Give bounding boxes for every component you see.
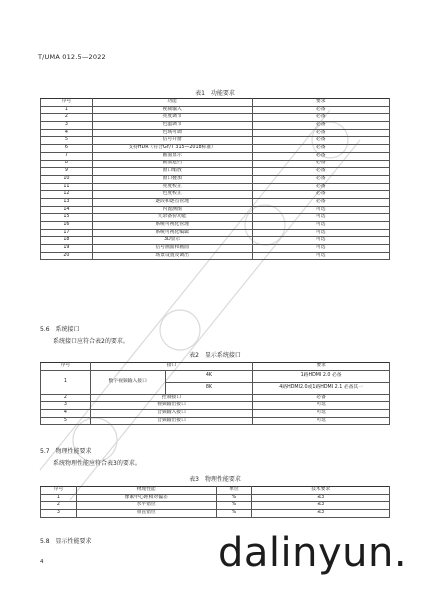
table-row [41,510,390,518]
table1-cell: 7 [41,152,93,160]
table1-cell: 必备 [252,152,390,160]
table2-row2-name: 控制接口 [90,394,252,402]
table1-header-no: 序号 [41,99,93,107]
table2-row5-req: 可选 [253,417,390,425]
table1-cell: 场景设置及调出 [92,252,252,260]
table3-header-property: 物理性能 [76,487,216,495]
table2-row1-req-8k: 4路HDMI2.0或1路HDMI 2.1 必备其一 [253,382,390,394]
table1-cell: 信号画面和画面 [92,245,252,253]
table-row [41,237,390,245]
table1-cell: 6 [41,145,93,153]
table1-cell: 14 [41,206,93,214]
table1-cell: 必备 [252,183,390,191]
table3-header-spec: 技术要求 [252,487,390,495]
table2-row4-name: 音频输入接口 [90,410,252,418]
table1-cell: 窗口叠加 [92,175,252,183]
table-row [41,145,390,153]
table1-cell: 可选 [252,206,390,214]
table-row [41,122,390,130]
table2-row1-res-4k: 4K [165,370,253,382]
table1-cell: 必备 [252,160,390,168]
table1-cell: 1 [41,106,93,114]
table3-cell: 3 [41,510,77,518]
table-row [41,175,390,183]
table1-cell: 必备 [252,198,390,206]
table-row [41,206,390,214]
system-interface-table [40,362,390,425]
table3-cell: ≤3 [252,510,390,518]
table1-cell: 亮度调节 [92,114,252,122]
table1-cell: 必备 [252,114,390,122]
section-5-7-body: 系统物理性能应符合表3的要求。 [53,460,141,467]
table-row [41,129,390,137]
table2-row1-name: 数字视频输入接口 [90,370,165,394]
table2-caption: 表2 显示系统接口 [189,352,241,359]
table1-cell: 画面遮挡 [92,160,252,168]
table1-cell: 支持HDR（符合GY/T 315—2018标准） [92,145,252,153]
table1-cell: 必备 [252,145,390,153]
table3-cell: ≤3 [252,502,390,510]
table2-row1-res-8k: 8K [165,382,253,394]
table3-cell: 2 [41,502,77,510]
table-row [41,402,390,410]
table1-cell: 系统可视化管理 [92,222,252,230]
document-code: T/UMA 012.5—2022 [38,53,106,61]
table-row [41,245,390,253]
table3-cell: % [216,494,252,502]
table1-cell: 19 [41,245,93,253]
table1-cell: 色温调节 [92,122,252,130]
table3-cell: 垂直错位 [76,510,216,518]
table1-cell: 可选 [252,245,390,253]
table1-cell: 11 [41,183,93,191]
table1-cell: 必备 [252,137,390,145]
table1-cell: 必备 [252,168,390,176]
table1-cell: 亮度校正 [92,183,252,191]
table1-cell: 系统可视化编辑 [92,229,252,237]
table3-header-row [41,487,390,495]
table1-header-function: 功能 [92,99,252,107]
table1-cell: 视频输入 [92,106,252,114]
table-row [41,417,390,425]
table2-row4-req: 可选 [253,410,390,418]
table-row [41,160,390,168]
table1-cell: 必备 [252,106,390,114]
table1-cell: 9 [41,168,93,176]
section-5-8-heading: 5.8 显示性能要求 [40,538,92,545]
table-row [41,191,390,199]
table-row [41,229,390,237]
table1-cell: 色度校正 [92,191,252,199]
table1-cell: 2 [41,114,93,122]
table1-cell: 可选 [252,214,390,222]
table3-cell: 1 [41,494,77,502]
table1-cell: 必备 [252,122,390,130]
table1-cell: 冗余备份功能 [92,214,252,222]
table1-cell: 可选 [252,237,390,245]
table1-cell: 12 [41,191,93,199]
table1-cell: 必备 [252,175,390,183]
table-row [41,168,390,176]
table1-cell: 内置测图 [92,206,252,214]
table1-cell: 17 [41,229,93,237]
table-row [41,502,390,510]
table-row [41,183,390,191]
section-5-6-heading: 5.6 系统接口 [40,326,80,333]
table1-cell: 窗口缩放 [92,168,252,176]
table-row [41,152,390,160]
table1-cell: 画面显示 [92,152,252,160]
table1-cell: 18 [41,237,93,245]
table-row [41,198,390,206]
table2-row2-no: 2 [41,394,91,402]
table3-cell: ≤3 [252,494,390,502]
table-row [41,222,390,230]
table1-cell: 4 [41,129,93,137]
table1-cell: 5 [41,137,93,145]
table3-cell: 水平错位 [76,502,216,510]
table-row [41,137,390,145]
table-row [41,214,390,222]
table-row [41,106,390,114]
table2-header-interface: 接口 [90,363,252,371]
table3-cell: % [216,510,252,518]
table-row [41,114,390,122]
table-row [41,370,390,382]
table-row [41,410,390,418]
table2-header-row [41,363,390,371]
table3-caption: 表3 物理性能要求 [189,476,241,483]
table1-cell: 13 [41,198,93,206]
table2-row2-req: 必备 [253,394,390,402]
table1-cell: 8 [41,160,93,168]
table1-cell: 必备 [252,129,390,137]
function-requirements-table [40,98,390,260]
physical-performance-table [40,486,390,518]
table1-cell: 15 [41,214,93,222]
table1-cell: 信号开窗 [92,137,252,145]
table2-row5-name: 音频输出接口 [90,417,252,425]
table2-header-requirement: 要求 [253,363,390,371]
table1-cell: 3D显示 [92,237,252,245]
table-row [41,394,390,402]
table2-header-no: 序号 [41,363,91,371]
table2-row1-no: 1 [41,370,91,394]
table1-cell: 10 [41,175,93,183]
site-watermark: dalinyun. [218,530,408,576]
page-number: 4 [40,559,44,565]
table3-header-no: 序号 [41,487,77,495]
table2-row1-req-4k: 1路HDMI 2.0 必备 [253,370,390,382]
table3-cell: % [216,502,252,510]
table2-row3-no: 3 [41,402,91,410]
table1-cell: 逐段和逐点管理 [92,198,252,206]
table1-cell: 可选 [252,222,390,230]
table1-cell: 必备 [252,191,390,199]
table2-row4-no: 4 [41,410,91,418]
section-5-7-heading: 5.7 物理性能要求 [40,448,92,455]
table1-header-requirement: 要求 [252,99,390,107]
table-row [41,252,390,260]
table1-cell: 可选 [252,252,390,260]
table2-row3-name: 视频输出接口 [90,402,252,410]
table2-row5-no: 5 [41,417,91,425]
table2-row3-req: 可选 [253,402,390,410]
table3-cell: 像素中心距相对偏差 [76,494,216,502]
table1-cell: 色域可调 [92,129,252,137]
table1-cell: 3 [41,122,93,130]
table1-cell: 16 [41,222,93,230]
table3-header-unit: 单位 [216,487,252,495]
table-row [41,494,390,502]
section-5-6-body: 系统接口应符合表2的要求。 [53,338,129,345]
table1-caption: 表1 功能要求 [195,90,235,97]
table1-header-row [41,99,390,107]
table1-cell: 可选 [252,229,390,237]
table1-cell: 20 [41,252,93,260]
